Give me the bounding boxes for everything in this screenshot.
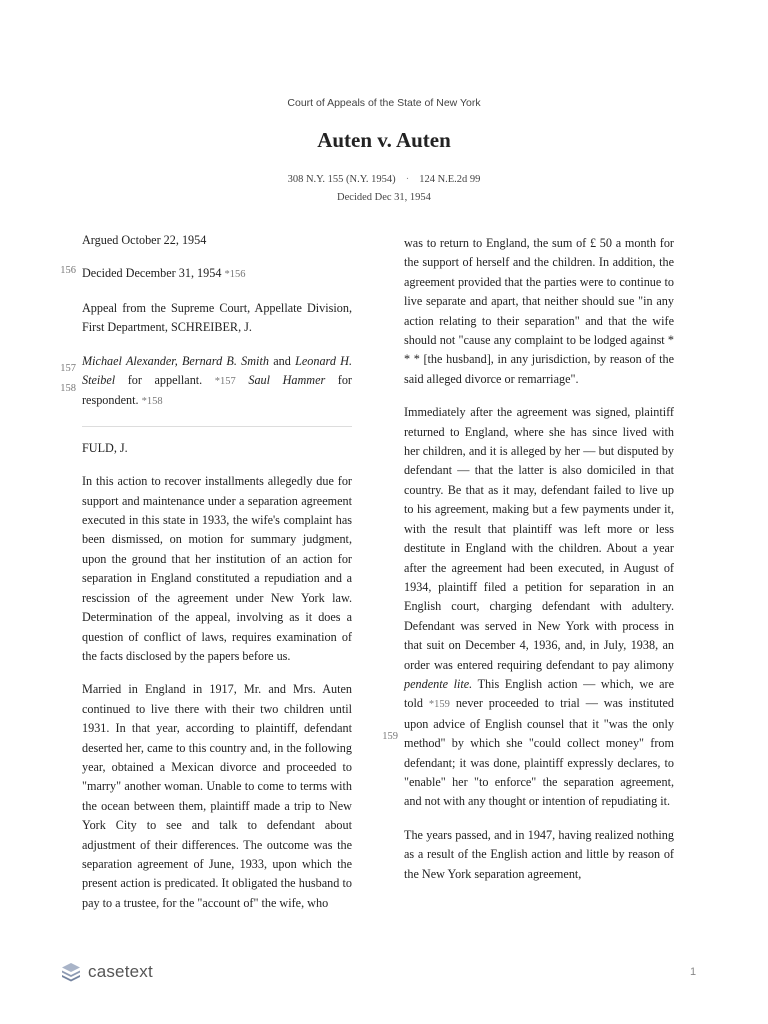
brand-name: casetext	[88, 962, 153, 981]
court-name: Court of Appeals of the State of New York	[287, 97, 481, 109]
appeal-paragraph: Appeal from the Supreme Court, Appellate Division, First Department, SCHREIBER, J.	[82, 300, 352, 335]
opinion-paragraph-5: The years passed, and in 1947, having realized nothing as a result of the English action and little by reason of the New York separation agreement,	[404, 827, 674, 881]
counsel-and: and	[273, 353, 291, 368]
counsel-paragraph	[82, 352, 352, 412]
counsel-appellant-1: Michael Alexander, Bernard B. Smith	[82, 353, 269, 368]
star-page-156: *156	[224, 269, 246, 281]
stack-layers-icon	[60, 961, 82, 983]
decided-line	[82, 264, 352, 284]
opinion-paragraph-1: In this action to recover installments allegedly due for support and maintenance under a separation agreement executed in this state in 1933, the wife's complaint has been dismissed, on motion for summary judgment, upon the ground that her institution of an action for separation in England constituted a repudiation and a rescission of the agreement under New York law. Determination of the appeal, involving as it does a question of conflict of laws, requires examination of the facts disclosed by the papers before us.	[82, 474, 352, 663]
star-page-157: *157	[214, 376, 236, 388]
opinion-paragraph-2: Married in England in 1917, Mr. and Mrs. Auten continued to live there with their two children until 1931. In that year, according to plaintiff, defendant deserted her, came to this country and, in the following year, obtained a Mexican divorce and proceeded to "marry" another woman. Unable to come to terms with the ocean between them, plaintiff made a trip to New York City to see and talk to defendant about adjustment of their differences. The outcome was the separation agreement of June, 1933, upon which the present action is predicated. It obligated the husband to pay to a trustee, for the "account of" the wife, who	[82, 682, 352, 910]
judge-name: FULD, J.	[82, 440, 128, 455]
citations	[0, 174, 768, 185]
decided-date: Decided Dec 31, 1954	[337, 192, 431, 203]
page-marker-157: 157	[60, 363, 76, 374]
right-column	[404, 234, 674, 898]
page-marker-158: 158	[60, 383, 76, 394]
page-marker-159: 159	[382, 731, 398, 742]
counsel-for-respondent: for respondent.	[82, 373, 352, 408]
page-number: 1	[690, 966, 697, 978]
citation-ne: 124 N.E.2d 99	[419, 174, 481, 185]
pendente-lite: pendente lite.	[404, 676, 473, 691]
case-title: Auten v. Auten	[317, 128, 451, 152]
section-divider	[82, 426, 352, 427]
para4-part-a: Immediately after the agreement was signed, plaintiff returned to England, where she has since lived with her children, and it is alleged by her — but disputed by defendant — that the latter is also domiciled in that country. Be that as it may, defendant failed to live up to his agreement, making but a few payments under it, with the result that plaintiff was left more or less destitute in England with the children. About a year after the agreement had been executed, in August of 1934, plaintiff filed a petition for separation in an English court, charging defendant with adultery. Defendant was served in New York with process in that suit on December 4, 1936, and, in July, 1938, an order was entered requiring defendant to pay alimony	[404, 405, 674, 672]
counsel-appellant-2: Leonard H. Steibel	[82, 353, 353, 388]
opinion-paragraph-4	[404, 403, 674, 812]
citation-separator: ·	[405, 174, 410, 185]
opinion-paragraph-3: was to return to England, the sum of £ 50 a month for the support of herself and the children. In addition, the agreement provided that the parties were to continue to live separate and apart, that neither should sue "in any action relating to their separation" and that the wife should not "cause any complaint to be lodged against * * * [the husband], in any jurisdiction, by reason of the said alleged divorce or remarriage".	[404, 236, 674, 386]
para4-part-b: This English action — which, we are told	[404, 676, 675, 711]
star-page-159: *159	[428, 699, 450, 711]
left-column	[82, 231, 352, 927]
argued-date: Argued October 22, 1954	[82, 233, 207, 247]
para4-part-c: never proceeded to trial — was instituted upon advice of English counsel that it "was the only method" by which she "could collect money" from defendant; it was done, plaintiff expressly declares, to "enable" her "to enforce" the separation agreement, and not with any thought or intention of repudiating it.	[404, 696, 675, 809]
citation-ny: 308 N.Y. 155 (N.Y. 1954)	[287, 174, 396, 185]
decided-text: Decided December 31, 1954	[82, 266, 222, 281]
counsel-for-appellant: for appellant.	[127, 373, 203, 388]
page-marker-156: 156	[60, 265, 76, 276]
counsel-respondent: Saul Hammer	[248, 373, 326, 388]
casetext-logo	[60, 961, 153, 983]
star-page-158: *158	[141, 396, 163, 408]
